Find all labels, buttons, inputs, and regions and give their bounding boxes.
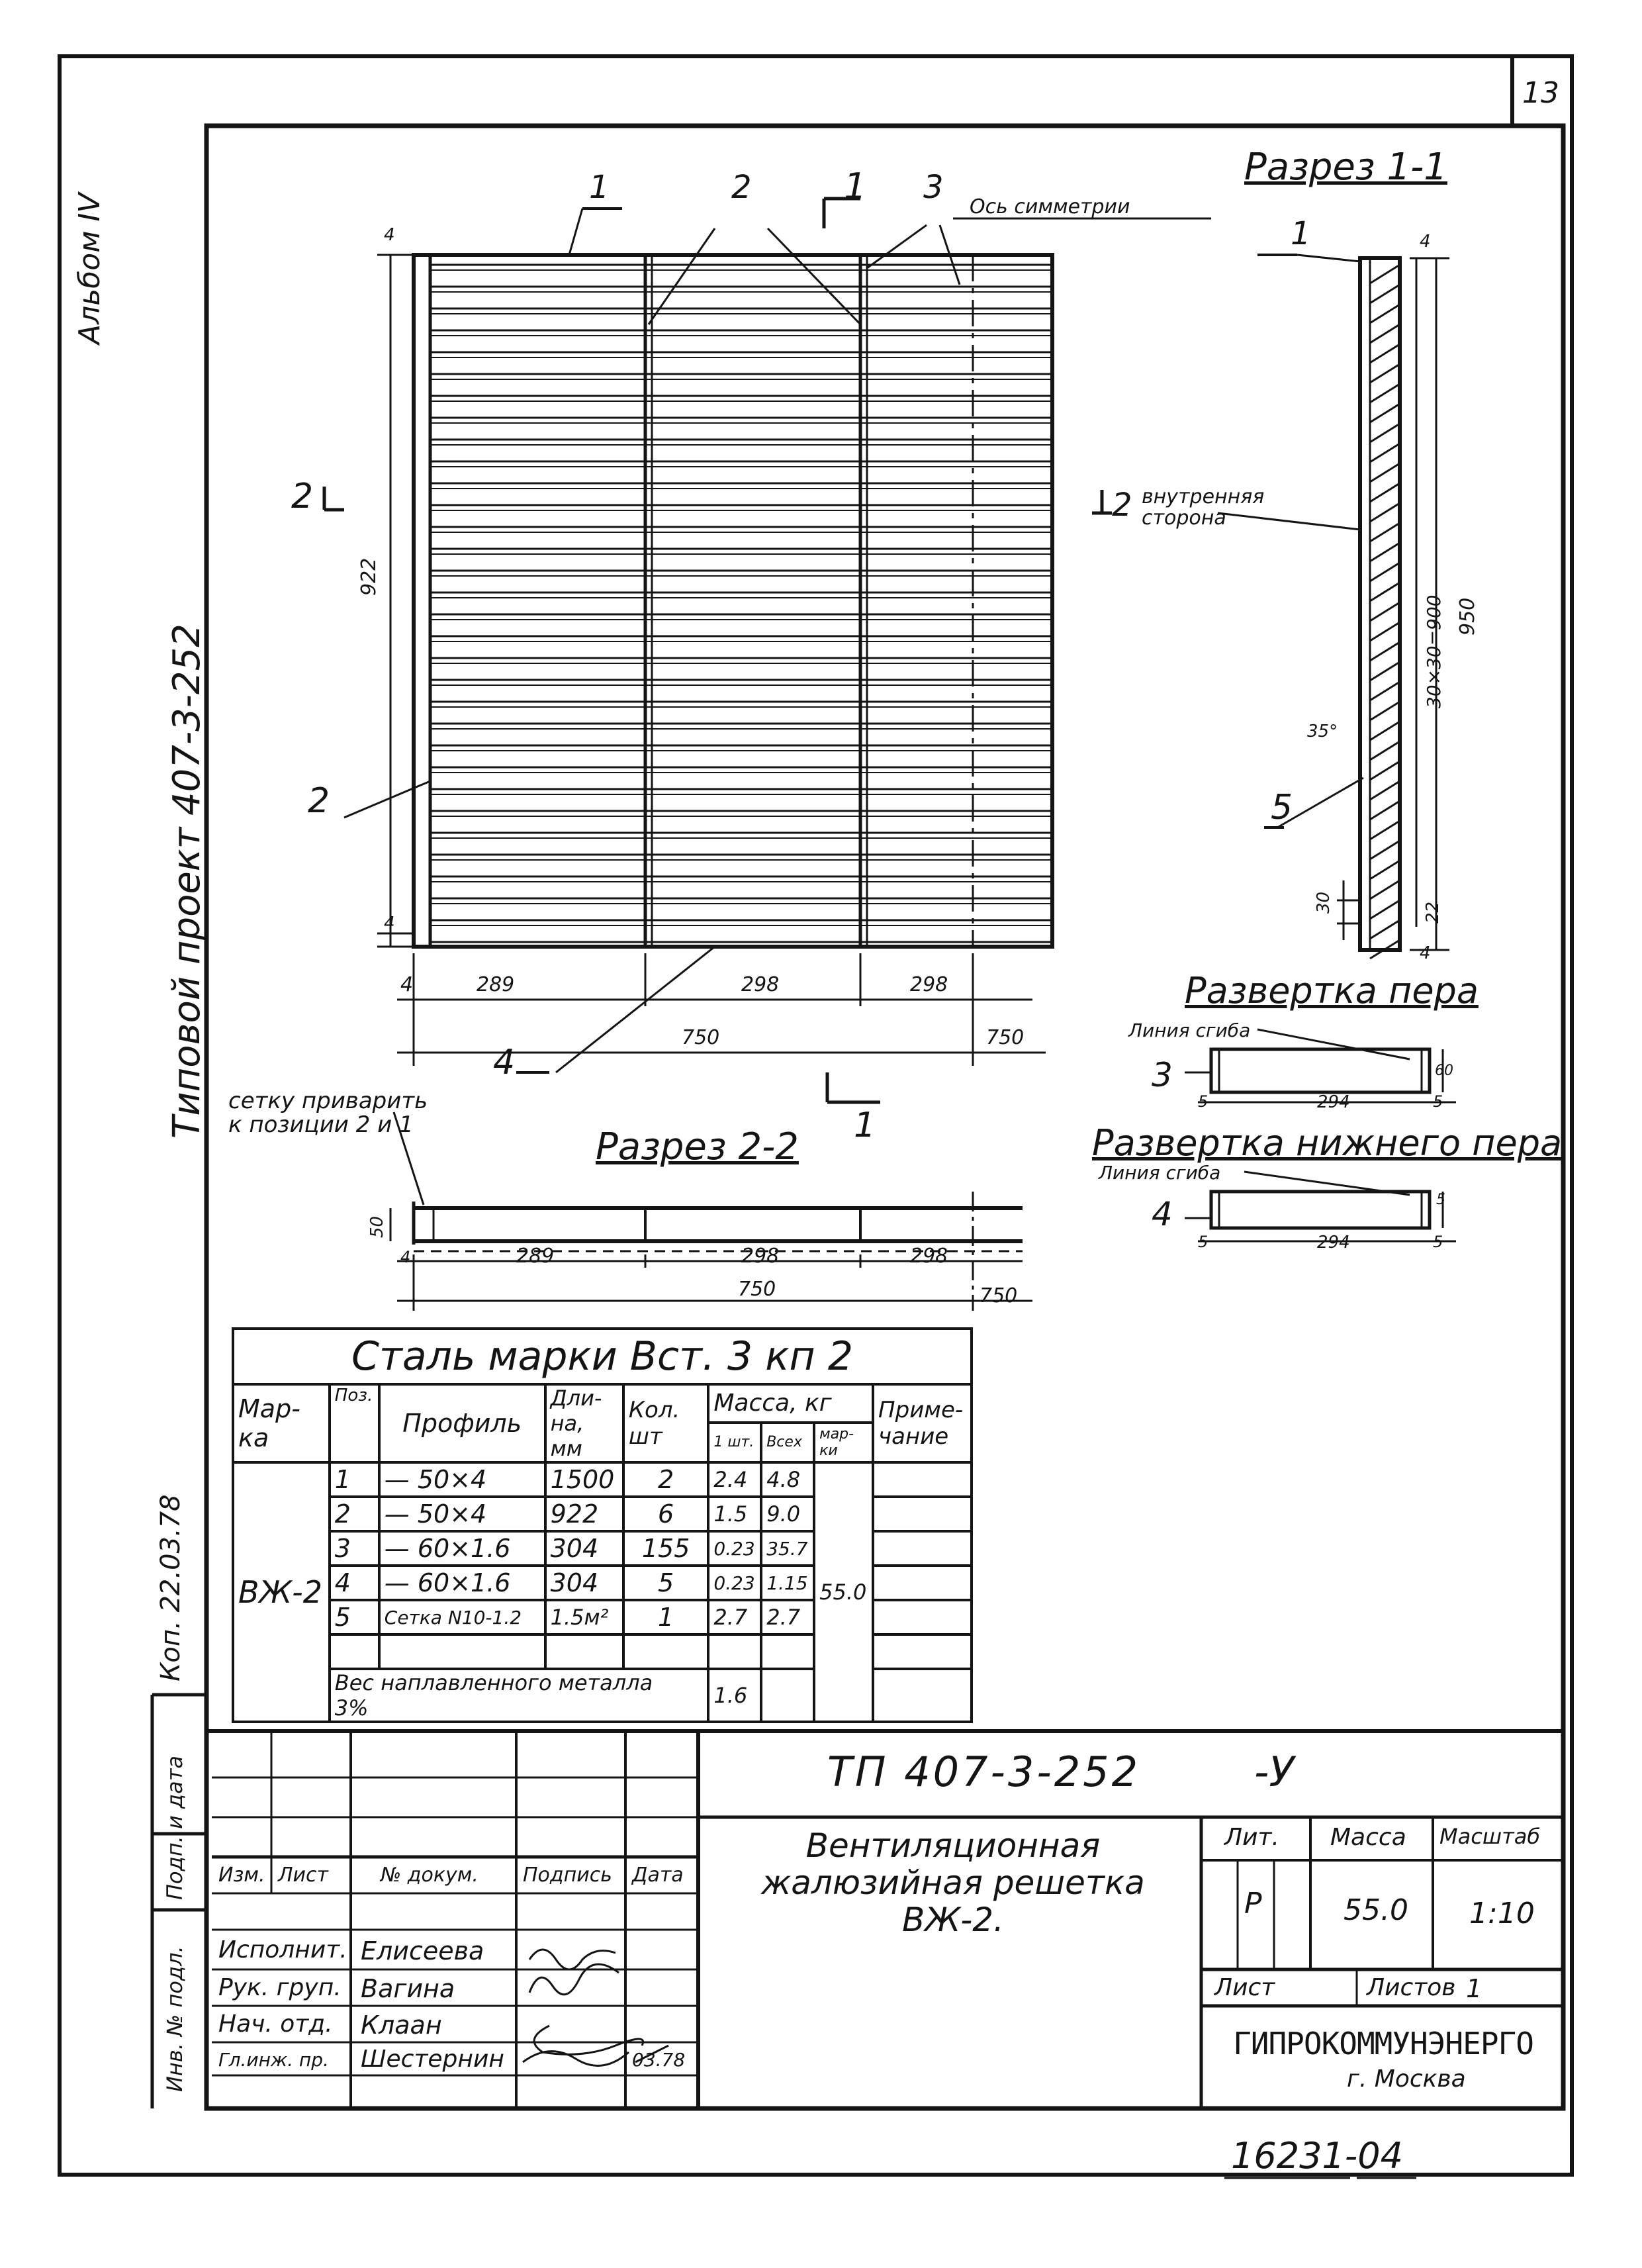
s11-dim-900: 30×30=900	[1423, 594, 1445, 708]
row2-length: 922	[545, 1497, 623, 1531]
row2-one: 1.5	[708, 1497, 761, 1531]
bottom-code: 16231-04	[1231, 2135, 1403, 2177]
row6-pos	[330, 1634, 379, 1669]
person-3-name: Клаан	[361, 2010, 442, 2040]
col-mark: Мар-ка	[233, 1384, 330, 1462]
s22-dim-298b: 298	[910, 1245, 948, 1268]
s22-dim-750b: 750	[980, 1284, 1018, 1307]
person-4-date: 03.78	[632, 2049, 686, 2071]
copied-stamp: Коп. 22.03.78	[156, 1494, 186, 1681]
s22-dim-750: 750	[738, 1278, 776, 1301]
row1-pos: 1	[330, 1462, 379, 1497]
plan-label-2: 2	[731, 169, 752, 206]
dim-4: 4	[400, 973, 414, 996]
blade-hatch	[1370, 344, 1400, 363]
blade-hatch	[1370, 682, 1400, 700]
col-length: Дли-на, мм	[545, 1384, 623, 1462]
dim-289: 289	[477, 973, 515, 996]
row1-one: 2.4	[708, 1462, 761, 1497]
col-mass-one: 1 шт.	[708, 1423, 761, 1462]
blade-hatch	[1370, 384, 1400, 402]
doc-suffix: -У	[1254, 1748, 1295, 1796]
dim-top-4: 4	[384, 225, 395, 245]
plan-label-2-left: 2	[308, 781, 330, 821]
col-note: Приме-чание	[873, 1384, 972, 1462]
s11-dim-35: 35°	[1307, 722, 1338, 741]
col-qty: Кол. шт	[623, 1384, 708, 1462]
blade-hatch	[1370, 920, 1400, 939]
row5-length: 1.5м²	[545, 1600, 623, 1634]
s11-label-2: 2	[1112, 487, 1132, 524]
s22-dim-289: 289	[516, 1245, 555, 1268]
row5-profile: Сетка N10-1.2	[379, 1600, 545, 1634]
person-2-name: Вагина	[361, 1974, 455, 2003]
blade-hatch	[1370, 543, 1400, 561]
section-mark-2: 2	[291, 477, 314, 516]
unfold-lower-dim-5: 5	[1198, 1233, 1209, 1251]
col-pos: Поз.	[330, 1384, 379, 1462]
unfold-dim-294: 294	[1317, 1092, 1350, 1112]
blade-hatch	[1370, 265, 1400, 283]
col-mass-mark: мар-ки	[814, 1423, 873, 1462]
row5-one: 2.7	[708, 1600, 761, 1634]
dim-750b: 750	[986, 1026, 1025, 1049]
blade-hatch	[1370, 444, 1400, 462]
person-4-role: Гл.инж. пр.	[218, 2049, 329, 2071]
col-profile: Профиль	[379, 1384, 545, 1462]
plan-label-3: 3	[923, 169, 944, 206]
blade-hatch	[1370, 761, 1400, 780]
s11-dim-4b: 4	[1420, 943, 1431, 963]
row1-all: 4.8	[761, 1462, 814, 1497]
dim-height-922: 922	[357, 557, 381, 596]
doc-code: ТП 407-3-252	[827, 1748, 1141, 1796]
row4-pos: 4	[330, 1566, 379, 1600]
row5-qty: 1	[623, 1600, 708, 1634]
s11-dim-950: 950	[1456, 597, 1479, 636]
row4-qty: 5	[623, 1566, 708, 1600]
blade-hatch	[1370, 364, 1400, 383]
row5-note	[873, 1600, 972, 1634]
s22-dim-298a: 298	[741, 1245, 780, 1268]
person-1-role: Исполнит.	[218, 1936, 347, 1963]
row6-profile	[379, 1634, 545, 1669]
s11-dim-30: 30	[1314, 891, 1334, 914]
org-city: г. Москва	[1347, 2065, 1466, 2093]
row4-note	[873, 1566, 972, 1600]
blade-hatch	[1370, 285, 1400, 303]
lit-value: Р	[1244, 1887, 1262, 1920]
s11-dim-4: 4	[1420, 232, 1431, 252]
row4-profile: — 60×1.6	[379, 1566, 545, 1600]
row1-profile: — 50×4	[379, 1462, 545, 1497]
plan-label-4: 4	[493, 1043, 516, 1082]
person-1-name: Елисеева	[361, 1936, 484, 1965]
blade-hatch	[1370, 662, 1400, 681]
mass-value: 55.0	[1344, 1893, 1408, 1927]
person-3-role: Нач. отд.	[218, 2010, 333, 2038]
blade-hatch	[1370, 324, 1400, 343]
blade-hatch	[1370, 483, 1400, 502]
sheet-label: Лист	[1214, 1974, 1275, 2001]
blade-hatch	[1370, 583, 1400, 601]
blade-hatch	[1370, 821, 1400, 839]
row2-all: 9.0	[761, 1497, 814, 1531]
lit-label: Лит.	[1224, 1824, 1279, 1851]
weld-note	[873, 1669, 972, 1722]
row3-note	[873, 1531, 972, 1566]
row6-note	[873, 1634, 972, 1669]
sheet-number: 13	[1522, 76, 1559, 110]
section-2-2-title: Разрез 2-2	[596, 1125, 799, 1168]
row2-note	[873, 1497, 972, 1531]
unfold-lower-label-4: 4	[1152, 1195, 1173, 1233]
unfold-dim-5: 5	[1198, 1092, 1209, 1111]
s22-dim-4: 4	[400, 1248, 411, 1266]
mark-value: ВЖ-2	[233, 1462, 330, 1722]
blade-hatch	[1370, 880, 1400, 899]
tb-header-date: Дата	[632, 1864, 684, 1887]
tb-header-list: Лист	[278, 1864, 329, 1887]
blade-hatch	[1370, 741, 1400, 760]
row4-length: 304	[545, 1566, 623, 1600]
s11-label-1: 1	[1291, 215, 1311, 252]
col-mass: Масса, кг	[708, 1384, 873, 1423]
blade-hatch	[1370, 305, 1400, 323]
row4-all: 1.15	[761, 1566, 814, 1600]
row2-qty: 6	[623, 1497, 708, 1531]
tb-header-izm: Изм.	[218, 1864, 265, 1887]
row2-profile: — 50×4	[379, 1497, 545, 1531]
blade-hatch	[1370, 404, 1400, 422]
row3-all: 35.7	[761, 1531, 814, 1566]
weld-pct: 3%	[334, 1695, 369, 1721]
plan-label-section-1: 1	[844, 165, 867, 207]
blade-hatch	[1370, 900, 1400, 919]
sheets-label: Листов	[1367, 1974, 1456, 2001]
blade-hatch	[1370, 861, 1400, 879]
album-label: Альбом IV	[73, 193, 107, 344]
row1-qty: 2	[623, 1462, 708, 1497]
inner-side: внутренняя сторона	[1142, 485, 1265, 530]
plan-view	[324, 199, 1211, 1102]
blade-hatch	[1370, 503, 1400, 522]
unfold-lower-dim-5c: 5	[1436, 1192, 1445, 1208]
s11-dim-22: 22	[1423, 901, 1443, 923]
section-mark-1-bottom: 1	[854, 1106, 876, 1145]
row3-one: 0.23	[708, 1531, 761, 1566]
blade-hatch	[1370, 722, 1400, 740]
blade-hatch	[1370, 424, 1400, 442]
row3-profile: — 60×1.6	[379, 1531, 545, 1566]
dim-750: 750	[682, 1026, 720, 1049]
row4-one: 0.23	[708, 1566, 761, 1600]
blade-hatch	[1370, 523, 1400, 542]
left-label-sign: Подп. и дата	[162, 1756, 187, 1900]
row3-qty: 155	[623, 1531, 708, 1566]
dim-bottom-4: 4	[384, 914, 395, 933]
unfold-dim-60: 60	[1435, 1063, 1453, 1079]
unfold-lower-dim-294: 294	[1317, 1233, 1350, 1252]
s11-label-5: 5	[1271, 788, 1293, 827]
blade-hatch	[1370, 781, 1400, 800]
drawing-name: Вентиляционная жалюзийная решетка ВЖ-2.	[761, 1826, 1145, 1939]
tb-header-sign: Подпись	[523, 1864, 612, 1887]
weld-empty	[761, 1669, 814, 1722]
row1-length: 1500	[545, 1462, 623, 1497]
weld-note: сетку приварить к позиции 2 и 1	[228, 1088, 428, 1138]
blade-hatch	[1370, 602, 1400, 621]
row5-pos: 5	[330, 1600, 379, 1634]
person-2-role: Рук. груп.	[218, 1974, 342, 2001]
blade-hatch	[1370, 622, 1400, 641]
row6-length	[545, 1634, 623, 1669]
blade-hatch	[1370, 642, 1400, 661]
col-mass-all: Всех	[761, 1423, 814, 1462]
section-1-1-title: Разрез 1-1	[1244, 146, 1447, 189]
unfold-label-3: 3	[1152, 1056, 1173, 1094]
s22-dim-50: 50	[367, 1215, 387, 1238]
unfold-bend-line: Линия сгиба	[1128, 1019, 1251, 1041]
scale-value: 1:10	[1469, 1897, 1535, 1930]
axis-of-symmetry: Ось симметрии	[970, 195, 1130, 218]
row5-all: 2.7	[761, 1600, 814, 1634]
mass-label: Масса	[1330, 1824, 1406, 1851]
row1-note	[873, 1462, 972, 1497]
row6-qty	[623, 1634, 708, 1669]
dim-298b: 298	[910, 973, 948, 996]
weld-text	[330, 1669, 709, 1722]
row2-pos: 2	[330, 1497, 379, 1531]
row3-length: 304	[545, 1531, 623, 1566]
left-label-inv: Инв. № подл.	[162, 1946, 187, 2092]
weld-label: Вес наплавленного металла	[334, 1670, 653, 1695]
sheets-value: 1	[1466, 1974, 1482, 2003]
blade-hatch	[1370, 563, 1400, 581]
scale-label: Масштаб	[1439, 1824, 1541, 1849]
mark-mass: 55.0	[814, 1462, 873, 1722]
tb-header-doc: № докум.	[381, 1864, 479, 1887]
weld-value: 1.6	[708, 1669, 761, 1722]
unfold-dim-5b: 5	[1433, 1092, 1443, 1111]
unfold-lower-title: Развертка нижнего пера	[1092, 1122, 1563, 1164]
person-4-name: Шестернин	[361, 2046, 504, 2073]
org-name: ГИПРОКОММУНЭНЕРГО	[1233, 2026, 1533, 2061]
blade-hatch	[1370, 463, 1400, 482]
unfold-lower-bend-line: Линия сгиба	[1099, 1162, 1221, 1184]
spec-table	[232, 1327, 973, 1723]
row3-pos: 3	[330, 1531, 379, 1566]
blade-hatch	[1370, 801, 1400, 820]
unfold-title: Развертка пера	[1185, 970, 1479, 1012]
row6-all	[761, 1634, 814, 1669]
blade-hatch	[1370, 841, 1400, 859]
spec-title: Сталь марки Вст. 3 кп 2	[233, 1329, 972, 1384]
unfold-lower-dim-5b: 5	[1433, 1233, 1443, 1251]
row6-one	[708, 1634, 761, 1669]
dim-298a: 298	[741, 973, 780, 996]
plan-label-1: 1	[589, 169, 610, 206]
blade-hatch	[1370, 702, 1400, 720]
